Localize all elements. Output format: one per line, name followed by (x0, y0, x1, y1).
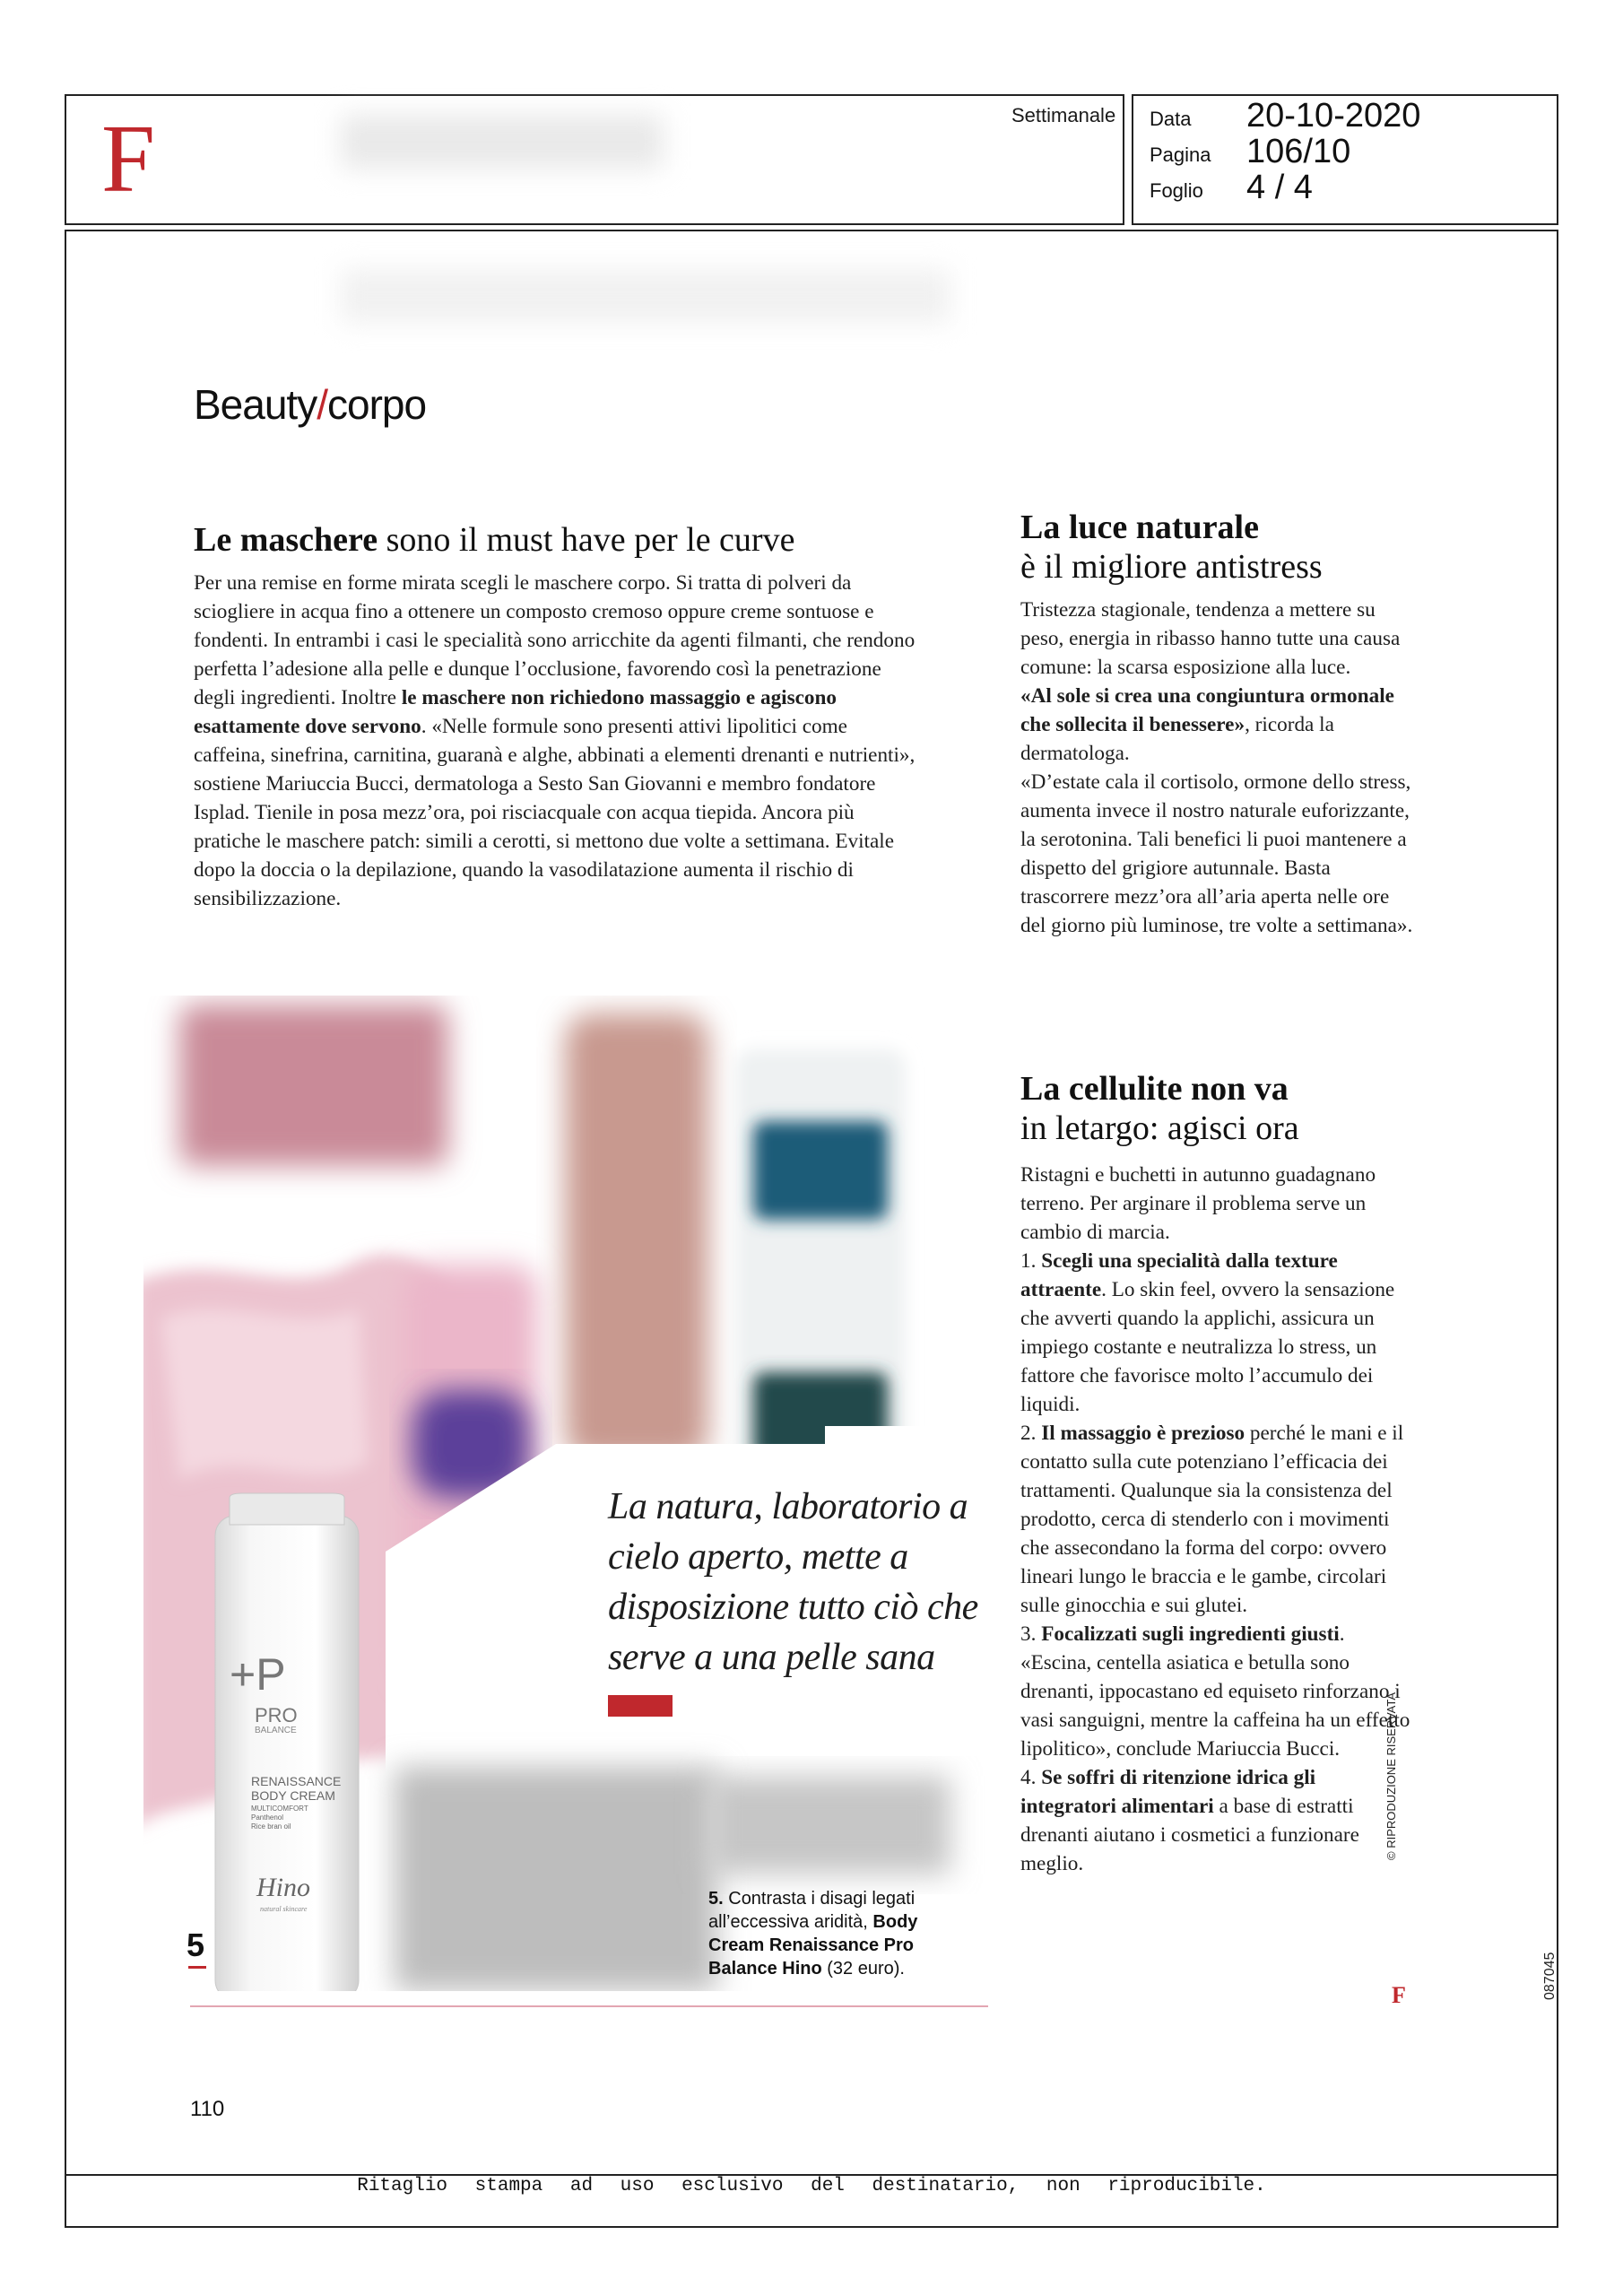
tip3-bold: Focalizzati sugli ingredienti giusti (1041, 1622, 1340, 1646)
article3-title-rest: in letargo: agisci ora (1020, 1109, 1299, 1147)
tip2-bold: Il massaggio è prezioso (1041, 1422, 1245, 1445)
blurred-text-block-1 (395, 1767, 717, 1991)
product-bottle (215, 1493, 359, 1991)
article3-tip4 (1020, 1763, 1415, 1878)
bottle-line2: BALANCE (255, 1726, 297, 1735)
article1-p1-rest: . «Nelle formule sono presenti attivi lipolitici come caffeina, sinefrina, carnitina, guaranà e alghe, abbinati a elementi drenanti e nutrienti», sostiene Mariuccia Bucci, dermatologa a Sesto San Giovanni e membro fondatore Isplad. Tienile in posa mezz’ora, poi risciacquale con acqua tiepida. Ancora più pratiche le maschere patch: simili a cerotti, si mettono due volte a settimana. Evitale dopo la doccia o la depilazione, quando la vasodilatazione aumenta il rischio di sensibilizzazione. (194, 715, 916, 910)
article2-body (1020, 596, 1415, 940)
article2-title-rest: è il migliore antistress (1020, 548, 1323, 586)
article2-p1: Tristezza stagionale, tendenza a mettere su peso, energia in ribasso hanno tutte una causa comune: la scarsa esposizione alla luce. (1020, 598, 1401, 679)
blurred-tube (565, 1013, 708, 1462)
caption-text: Contrasta i disagi legati all’eccessiva aridità, (708, 1889, 916, 1932)
code-vertical: 087045 (1542, 1952, 1558, 2000)
bottle-name2: BODY CREAM (251, 1788, 335, 1803)
tip2-num: 2. (1020, 1422, 1042, 1445)
caption-rest: (32 euro). (821, 1959, 905, 1979)
bottle-brand: Hino (256, 1873, 310, 1902)
product-caption (708, 1887, 959, 1980)
article2-title-bold: La luce naturale (1020, 509, 1259, 546)
article2-p2 (1020, 682, 1415, 768)
article1-title-bold: Le maschere (194, 521, 378, 559)
tip1-rest: . Lo skin feel, ovvero la sensazione che avverti quando la applichi, assicura un impiego costante e neutralizza lo stress, un fattore che favorisce molto l’accumulo dei liquidi. (1020, 1278, 1395, 1416)
page-label: Pagina (1150, 144, 1211, 166)
article2-p2-bold: «Al sole si crea una congiuntura ormonale che sollecita il benessere» (1020, 684, 1394, 736)
article1-p1: Per una remise en forme mirata scegli le maschere corpo. Si tratta di polveri da sciogliere in acqua fino a ottenere un composto cremoso oppure creme sontuose e fondenti. In entrambi i casi le specialità sono arricchite da agenti filmanti, che rendono perfetta l’adesione alla pelle e dunque l’occlusione, favorendo così la penetrazione degli ingredienti. Inoltre (194, 571, 916, 709)
article1-title-rest: sono il must have per le curve (378, 521, 795, 559)
bottle-line1: PRO (255, 1704, 298, 1726)
bottle-sub1: MULTICOMFORT (251, 1805, 308, 1813)
footer-disclaimer: Ritaglio stampa ad uso esclusivo del destinatario, non riproducibile. (357, 2176, 1266, 2196)
magazine-logo: F (100, 106, 156, 213)
tip4-bold: Se soffri di ritenzione idrica gli integratori alimentari (1020, 1766, 1316, 1818)
tip4-num: 4. (1020, 1766, 1042, 1789)
bottle-sub2: Panthenol (251, 1813, 284, 1822)
product-number: 5 (187, 1926, 205, 1963)
article-end-mark: F (1392, 1982, 1406, 2008)
section-title (194, 380, 426, 429)
product-number-underline (188, 1966, 206, 1969)
section-title-part2: corpo (327, 381, 427, 428)
section-title-part1: Beauty (194, 381, 317, 428)
article1-body (194, 569, 920, 913)
article3-title-bold: La cellulite non va (1020, 1070, 1289, 1108)
page-number: 110 (190, 2097, 225, 2121)
article3-body (1020, 1161, 1415, 1878)
blurred-text-block-2 (708, 1776, 950, 1874)
sheet-value: 4 / 4 (1246, 169, 1313, 206)
date-label: Data (1150, 108, 1192, 130)
article1-title (194, 520, 983, 560)
bottle-name1: RENAISSANCE (251, 1774, 342, 1788)
article2-p3: «D’estate cala il cortisolo, ormone dello stress, aumenta invece il nostro naturale euforizzante, la serotonina. Tali benefici li puoi mantenere a dispetto del grigiore autunnale. Basta trascorrere mezz’ora all’aria aperta nelle ore del giorno più luminose, tre volte a settimana». (1020, 770, 1413, 937)
pull-quote: La natura, laboratorio a cielo aperto, mette a disposizione tutto ciò che serve a una pelle sana (608, 1486, 978, 1678)
header-blurred-area (341, 115, 664, 169)
bottom-rule (190, 2005, 988, 2007)
blurred-blue-band (753, 1121, 888, 1220)
copyright-vertical: © RIPRODUZIONE RISERVATA (1384, 1692, 1398, 1860)
article1-p1-bold: le maschere non richiedono massaggio e agiscono esattamente dove servono (194, 686, 838, 738)
tip1-bold: Scegli una specialità dalla texture attraente (1020, 1249, 1338, 1301)
tip3-num: 3. (1020, 1622, 1042, 1646)
bottle-tagline: natural skincare (260, 1905, 308, 1913)
tip3-rest: . «Escina, centella asiatica e betulla sono drenanti, ippocastano ed equiseto rinforzano i vasi sanguigni, mentre la caffeina ha un effetto lipolitico», conclude Mariuccia Bucci. (1020, 1622, 1410, 1761)
bottle-sub3: Rice bran oil (251, 1822, 291, 1831)
article3-tip1 (1020, 1247, 1415, 1419)
page-value: 106/10 (1246, 133, 1351, 170)
tip1-num: 1. (1020, 1249, 1042, 1273)
quote-accent-bar (608, 1695, 673, 1717)
section-title-slash: / (317, 381, 327, 428)
bottle-brand-mark: +P (230, 1649, 286, 1700)
blurred-pink-box (179, 1004, 448, 1166)
article2-p2-rest: , ricorda la dermatologa. (1020, 713, 1334, 765)
tip2-rest: perché le mani e il contatto sulla cute potenziano l’efficacia dei trattamenti. Qualunque sia la consistenza del prodotto, cerca di stenderlo con i movimenti che assecondano la forma del corpo: ovvero lineari lungo le braccia e le gambe, circolari sulle ginocchia e sui glutei. (1020, 1422, 1404, 1617)
sheet-label: Foglio (1150, 179, 1203, 202)
article3-tip2 (1020, 1419, 1415, 1620)
article3-intro: Ristagni e buchetti in autunno guadagnano terreno. Per arginare il problema serve un cambio di marcia. (1020, 1163, 1376, 1244)
article3-title (1020, 1069, 1415, 1148)
article2-title (1020, 508, 1415, 587)
frequency-label: Settimanale (1011, 104, 1116, 126)
tip4-rest: a base di estratti drenanti aiutano i cosmetici a funzionare meglio. (1020, 1795, 1359, 1875)
top-blurred-strip (341, 269, 950, 323)
date-value: 20-10-2020 (1246, 97, 1421, 135)
caption-num: 5. (708, 1889, 724, 1909)
caption-bold: Body Cream Renaissance Pro Balance Hino (708, 1912, 918, 1979)
pink-cream-highlight (161, 1309, 368, 1480)
article3-tip3 (1020, 1620, 1415, 1763)
